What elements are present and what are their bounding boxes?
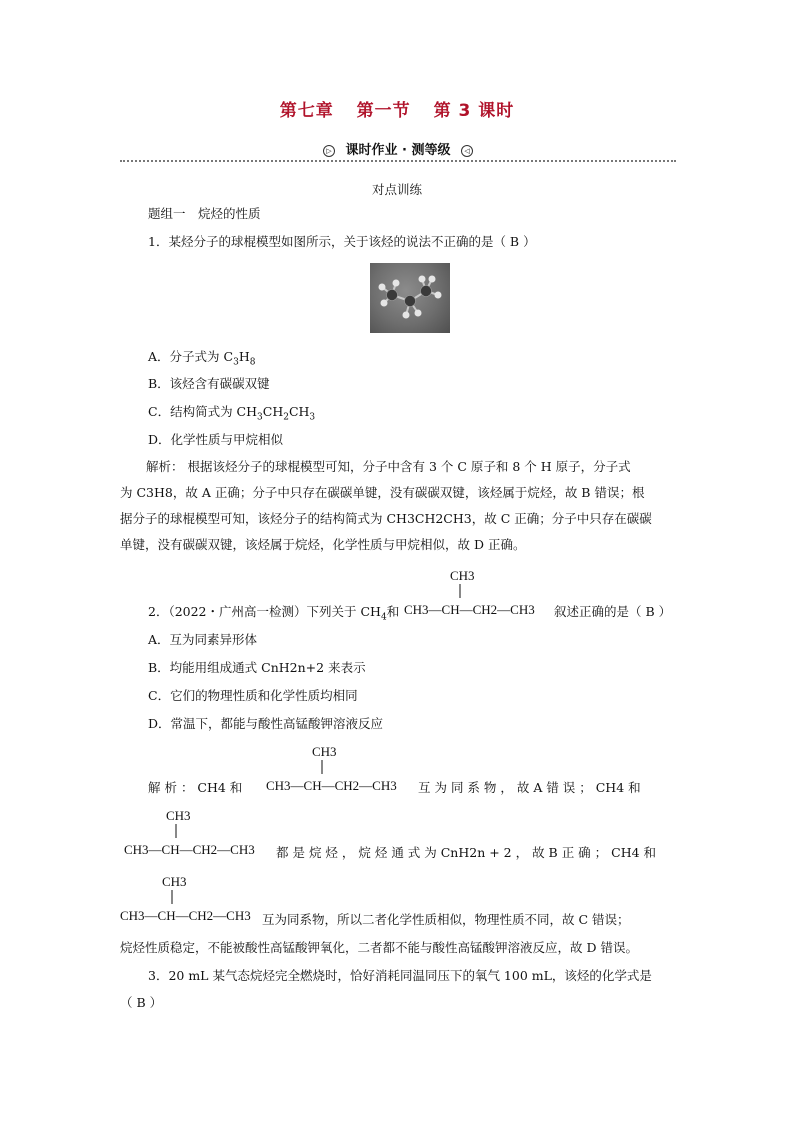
lesson-label: 第 3 课时 bbox=[433, 101, 515, 121]
section-heading: 对点训练 bbox=[371, 182, 422, 197]
homework-banner bbox=[120, 138, 676, 162]
play-left-icon: ◁ bbox=[461, 145, 473, 157]
q2-analysis-l1a: 解 析 ： CH4 和 bbox=[148, 780, 243, 795]
chapter-label: 第七章 bbox=[279, 101, 334, 121]
structure-branch-label: CH3 bbox=[450, 568, 475, 583]
q2-option-c: C．它们的物理性质和化学性质均相同 bbox=[148, 688, 358, 703]
page-title bbox=[0, 96, 794, 121]
question-2-stem-start: 2．（2022・广州高一检测）下列关于 $CH_4$和 bbox=[148, 604, 400, 623]
q1-option-c: C．结构简式为 $CH_3CH_2CH_3$ bbox=[148, 404, 316, 423]
svg-text:CH3—CH—CH2—CH3: CH3—CH—CH2—CH3 bbox=[120, 908, 251, 923]
question-3-answer: （ B ） bbox=[120, 995, 163, 1010]
banner-label: 课时作业 · 测等级 bbox=[345, 143, 451, 158]
isobutane-structure bbox=[404, 566, 554, 622]
question-1-stem: 1．某烃分子的球棍模型如图所示，关于该烃的说法不正确的是（ B ） bbox=[148, 234, 536, 249]
q1-option-b: B．该烃含有碳碳双键 bbox=[148, 376, 270, 391]
isobutane-structure-2 bbox=[266, 742, 416, 798]
q2-option-a: A．互为同素异形体 bbox=[148, 632, 258, 647]
section-label: 第一节 bbox=[356, 101, 411, 121]
dotted-divider bbox=[120, 160, 676, 162]
isobutane-structure-4 bbox=[120, 872, 270, 928]
question-3-stem: 3．20 mL 某气态烷烃完全燃烧时，恰好消耗同温同压下的氧气 100 mL，该烃的化学式是 bbox=[148, 968, 652, 983]
svg-text:CH3: CH3 bbox=[166, 808, 191, 823]
svg-text:CH3: CH3 bbox=[162, 874, 187, 889]
q2-analysis-l4: 烷烃性质稳定，不能被酸性高锰酸钾氧化，二者都不能与酸性高锰酸钾溶液反应，故 D 错误。 bbox=[120, 940, 638, 955]
q2-option-d: D．常温下，都能与酸性高锰酸钾溶液反应 bbox=[148, 716, 384, 731]
ball-and-stick-model-image bbox=[370, 263, 450, 333]
isobutane-structure-3 bbox=[124, 806, 274, 862]
q1-option-d: D．化学性质与甲烷相似 bbox=[148, 432, 284, 447]
svg-text:CH3—CH—CH2—CH3: CH3—CH—CH2—CH3 bbox=[124, 842, 255, 857]
q2-option-b: B．均能用组成通式 CnH2n+2 来表示 bbox=[148, 660, 366, 675]
structure-chain-label: CH3—CH—CH2—CH3 bbox=[404, 602, 535, 617]
q2-analysis-l3b: 互为同系物，所以二者化学性质相似，物理性质不同，故 C 错误； bbox=[262, 912, 630, 927]
q1-analysis: 解析： 根据该烃分子的球棍模型可知，分子中含有 3 个 C 原子和 8 个 H 原子，分子式 为 C3H8，故 A 正确；分子中只存在碳碳单键，没有碳碳双键，该烃属于烷烃，故 B 错误；根 据分子的球棍模型可知，该烃分子的结构简式为 CH3CH2CH3，故 C 正确；分子中只存在碳碳 单键，没有碳碳双键，该烃属于烷烃，化学性质与甲烷相似，故 D 正确。 bbox=[120, 459, 652, 552]
q2-analysis-l1b: 互 为 同 系 物 ， 故 A 错 误 ； CH4 和 bbox=[418, 780, 641, 795]
q2-analysis-l2b: 都 是 烷 烃 ， 烷 烃 通 式 为 CnH2n + 2 ， 故 B 正 确 ； CH4 和 bbox=[276, 845, 657, 860]
svg-text:CH3: CH3 bbox=[312, 744, 337, 759]
group-heading: 题组一 烷烃的性质 bbox=[148, 206, 261, 221]
play-right-icon: ▷ bbox=[323, 145, 335, 157]
svg-text:CH3—CH—CH2—CH3: CH3—CH—CH2—CH3 bbox=[266, 778, 397, 793]
q1-option-a: A．分子式为 $C_3H_8$ bbox=[148, 349, 256, 368]
question-2-stem-end: 叙述正确的是（ B ） bbox=[554, 604, 672, 619]
